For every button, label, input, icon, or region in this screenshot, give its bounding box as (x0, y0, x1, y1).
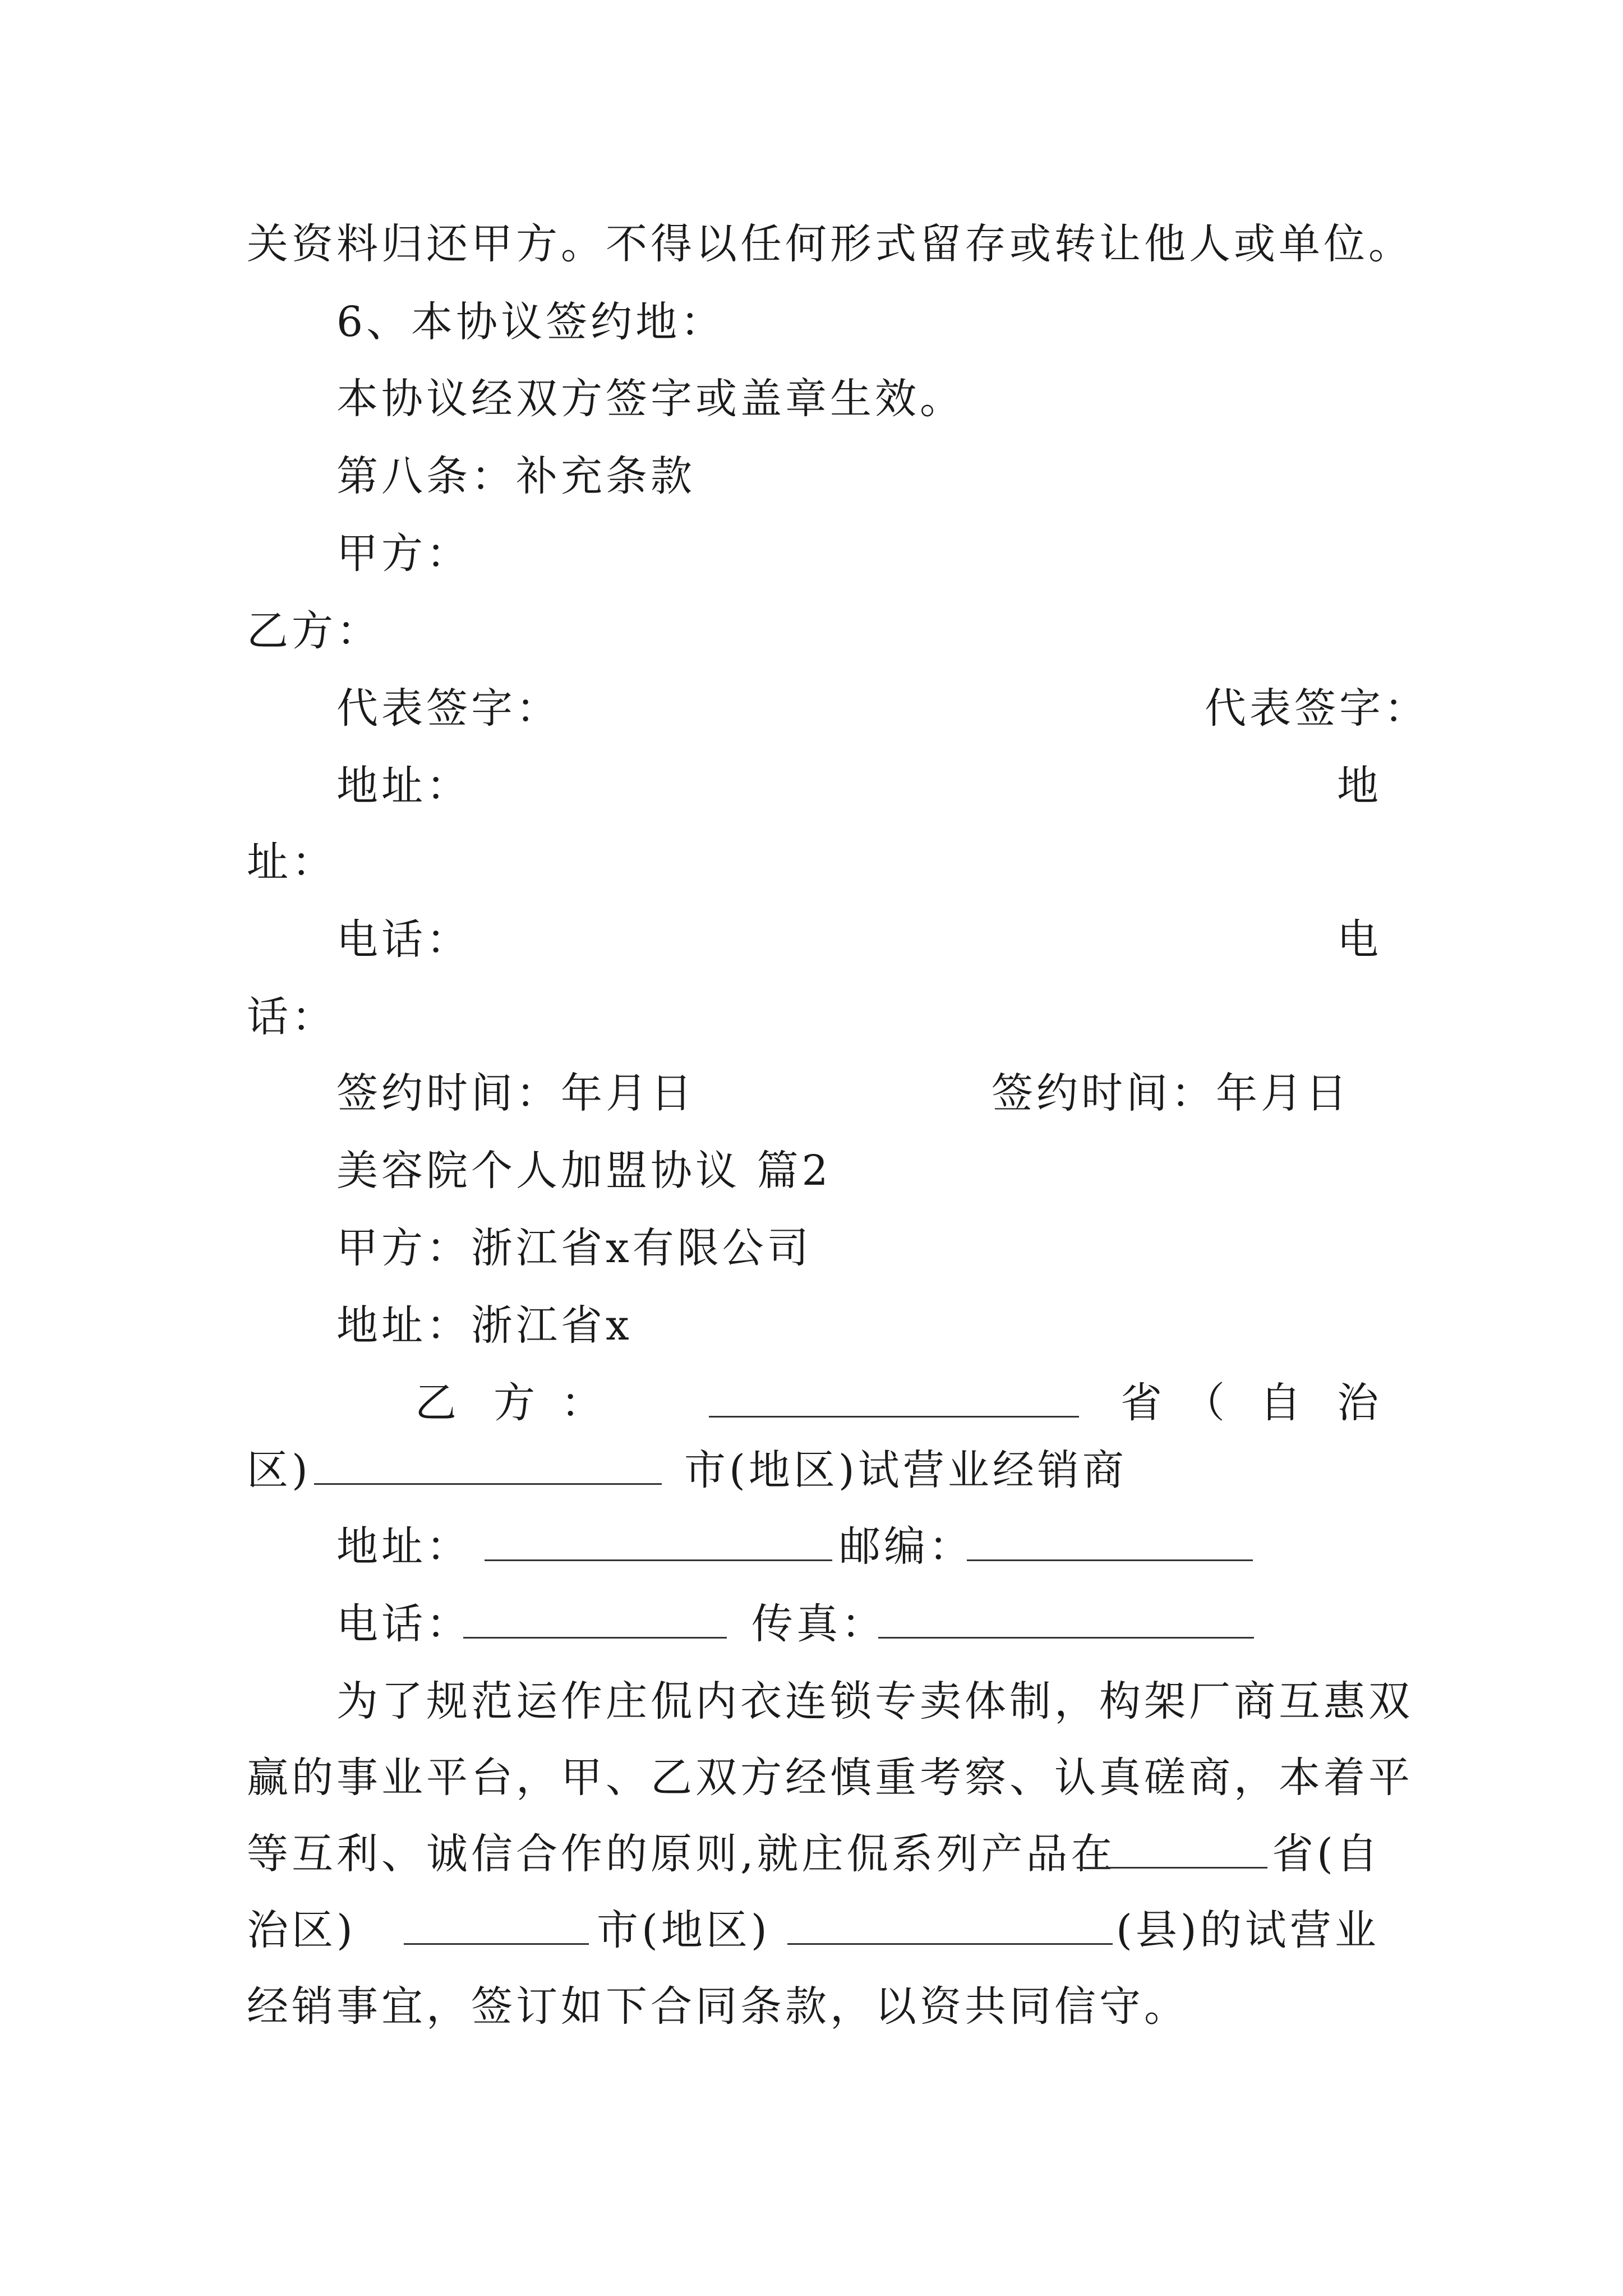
county-blank[interactable] (787, 1943, 1113, 1945)
region-label: 区) (247, 1446, 311, 1494)
party-b-colon: ： (561, 1379, 602, 1427)
address-right-part2: 址： (247, 838, 336, 886)
address-blank[interactable] (485, 1559, 832, 1561)
sign-date-right: 签约时间：年月日 (992, 1069, 1350, 1117)
phone-right-part1: 电 (1337, 915, 1382, 964)
paragraph-line: 市(地区) (597, 1906, 771, 1954)
fax-blank[interactable] (878, 1637, 1254, 1639)
clause-heading: 第八条：补充条款 (336, 452, 695, 500)
paragraph-line: 为了规范运作庄侃内衣连锁专卖体制，构架厂商互惠双 (336, 1677, 1413, 1726)
phone-right-part2: 话： (247, 993, 336, 1041)
phone-left: 电话： (336, 915, 471, 964)
postcode-blank[interactable] (967, 1559, 1253, 1561)
address-left: 地址： (336, 762, 471, 810)
paragraph-line: 经销事宜，签订如下合同条款，以资共同信守。 (247, 1982, 1189, 2031)
party-b-label: 乙方： (247, 607, 381, 655)
autonomous-char-1: 自 (1260, 1379, 1301, 1427)
rep-signature-left: 代表签字： (336, 684, 561, 733)
province-blank[interactable] (1077, 1867, 1267, 1869)
party-b-char-1: 乙 (415, 1379, 457, 1427)
section-title: 美容院个人加盟协议 篇2 (336, 1147, 832, 1195)
city-blank[interactable] (314, 1483, 662, 1485)
postcode-label: 邮编： (839, 1522, 974, 1571)
fax-label: 传真： (751, 1600, 886, 1648)
party-a-address: 地址：浙江省x (336, 1301, 633, 1350)
paragraph-line: 等互利、诚信合作的原则,就庄侃系列产品在 (247, 1830, 1116, 1878)
phone-label: 电话： (336, 1600, 471, 1648)
paragraph-line: 赢的事业平台，甲、乙双方经慎重考察、认真磋商，本着平 (247, 1754, 1413, 1802)
text-line: 关资料归还甲方。不得以任何形式留存或转让他人或单位。 (247, 220, 1413, 268)
sign-date-left: 签约时间：年月日 (336, 1069, 695, 1117)
address-label: 地址： (336, 1522, 471, 1571)
city-dealer-label: 市(地区)试营业经销商 (684, 1446, 1127, 1494)
city-blank-2[interactable] (404, 1943, 589, 1945)
address-right-part1: 地 (1337, 762, 1382, 810)
paragraph-line: (县)的试营业 (1116, 1906, 1380, 1954)
clause-heading: 6、本协议签约地： (336, 298, 726, 346)
phone-blank[interactable] (463, 1637, 727, 1639)
party-b-char-2: 方 (494, 1379, 535, 1427)
paragraph-line: 治区) (247, 1906, 356, 1954)
party-a-label: 甲方： (336, 530, 471, 578)
paren-char: （ (1183, 1379, 1225, 1427)
text-line: 本协议经双方签字或盖章生效。 (336, 375, 965, 423)
rep-signature-right: 代表签字： (1205, 684, 1429, 733)
party-a-name: 甲方：浙江省x有限公司 (336, 1224, 812, 1272)
province-char: 省 (1121, 1379, 1162, 1427)
autonomous-char-2: 治 (1337, 1379, 1378, 1427)
paragraph-line: 省(自 (1272, 1830, 1381, 1878)
party-b-province-blank[interactable] (709, 1416, 1079, 1418)
